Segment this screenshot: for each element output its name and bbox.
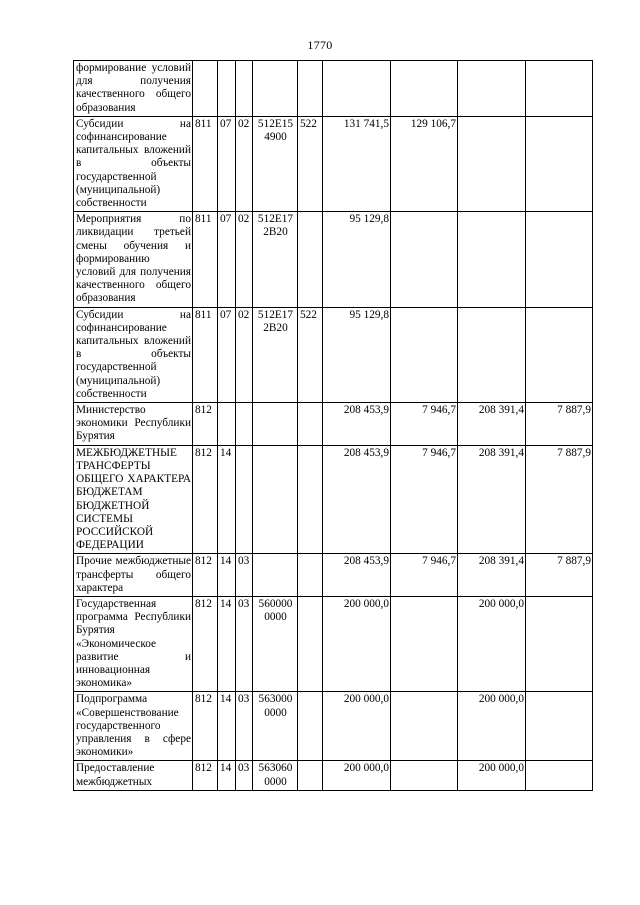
target-article-part: 2B20 — [263, 226, 288, 239]
table-row — [74, 761, 593, 790]
amount-4-cell — [526, 692, 593, 761]
section-code-cell: 14 — [218, 445, 236, 554]
amount-4-cell — [526, 212, 593, 307]
amount-3-cell: 208 391,4 — [458, 403, 526, 446]
ministry-code-cell: 811 — [193, 116, 218, 211]
target-article-cell — [253, 61, 298, 117]
target-article-part: 4900 — [264, 131, 287, 144]
target-article-cell — [253, 692, 298, 761]
target-article-part: 0000 — [264, 706, 287, 719]
amount-3-cell — [458, 116, 526, 211]
ministry-code-cell: 812 — [193, 692, 218, 761]
table-row — [74, 445, 593, 554]
amount-2-cell: 7 946,7 — [391, 554, 458, 597]
amount-4-cell: 7 887,9 — [526, 554, 593, 597]
target-article-part: 512E17 — [257, 308, 294, 321]
expense-type-cell — [298, 61, 323, 117]
row-name-cell: МЕЖБЮДЖЕТНЫЕ ТРАНСФЕРТЫ ОБЩЕГО ХАРАКТЕРА БЮДЖЕТАМ БЮДЖЕТНОЙ СИСТЕМЫ РОССИЙСКОЙ ФЕДЕРАЦИИ — [74, 445, 193, 554]
amount-2-cell — [391, 596, 458, 691]
table-row — [74, 116, 593, 211]
amount-2-cell — [391, 307, 458, 402]
row-name-cell: Подпрограмма «Совершенствование государственного управления в сфере экономики» — [74, 692, 193, 761]
budget-table-body — [74, 61, 593, 791]
subsection-code-cell: 03 — [236, 761, 253, 790]
row-name-cell: Прочие межбюджетные трансферты общего характера — [74, 554, 193, 597]
expense-type-cell — [298, 554, 323, 597]
amount-2-cell — [391, 692, 458, 761]
amount-1-cell: 208 453,9 — [323, 403, 391, 446]
table-row — [74, 692, 593, 761]
table-row — [74, 61, 593, 117]
expense-type-cell — [298, 761, 323, 790]
amount-4-cell — [526, 761, 593, 790]
row-name-cell: Государственная программа Республики Бурятия «Экономическое развитие и инновационная экономика» — [74, 596, 193, 691]
expense-type-cell: 522 — [298, 116, 323, 211]
amount-3-cell — [458, 212, 526, 307]
amount-1-cell: 95 129,8 — [323, 212, 391, 307]
section-code-cell: 14 — [218, 761, 236, 790]
section-code-cell: 14 — [218, 596, 236, 691]
amount-3-cell: 200 000,0 — [458, 596, 526, 691]
table-row — [74, 307, 593, 402]
target-article-part: 560000 — [258, 597, 293, 610]
table-row — [74, 403, 593, 446]
expense-type-cell: 522 — [298, 307, 323, 402]
row-name-cell: Субсидии на софинансирование капитальных вложений в объекты государственной (муниципальной) собственности — [74, 307, 193, 402]
target-article-cell — [253, 307, 298, 402]
expense-type-cell — [298, 692, 323, 761]
amount-2-cell — [391, 61, 458, 117]
subsection-code-cell: 02 — [236, 212, 253, 307]
subsection-code-cell: 03 — [236, 596, 253, 691]
section-code-cell — [218, 403, 236, 446]
target-article-cell — [253, 554, 298, 597]
row-name-cell: формирование условий для получения качественного общего образования — [74, 61, 193, 117]
ministry-code-cell: 812 — [193, 403, 218, 446]
section-code-cell — [218, 61, 236, 117]
row-name-cell: Мероприятия по ликвидации третьей смены обучения и формированию условий для получения качественного общего образования — [74, 212, 193, 307]
amount-1-cell: 208 453,9 — [323, 445, 391, 554]
target-article-part: 563000 — [258, 693, 293, 706]
section-code-cell: 07 — [218, 212, 236, 307]
amount-4-cell: 7 887,9 — [526, 403, 593, 446]
ministry-code-cell: 811 — [193, 307, 218, 402]
subsection-code-cell: 03 — [236, 554, 253, 597]
target-article-part: 0000 — [264, 775, 287, 788]
target-article-cell — [253, 445, 298, 554]
subsection-code-cell: 02 — [236, 307, 253, 402]
ministry-code-cell: 811 — [193, 212, 218, 307]
page-number: 1770 — [307, 38, 333, 52]
table-row — [74, 212, 593, 307]
target-article-cell — [253, 761, 298, 790]
amount-2-cell: 129 106,7 — [391, 116, 458, 211]
target-article-part: 512E17 — [257, 213, 294, 226]
ministry-code-cell: 812 — [193, 445, 218, 554]
expense-type-cell — [298, 445, 323, 554]
subsection-code-cell — [236, 445, 253, 554]
amount-1-cell: 95 129,8 — [323, 307, 391, 402]
target-article-part: 512E15 — [257, 117, 294, 130]
amount-1-cell — [323, 61, 391, 117]
ministry-code-cell — [193, 61, 218, 117]
amount-2-cell — [391, 761, 458, 790]
target-article-cell — [253, 116, 298, 211]
amount-4-cell — [526, 116, 593, 211]
subsection-code-cell: 03 — [236, 692, 253, 761]
target-article-cell — [253, 596, 298, 691]
expense-type-cell — [298, 403, 323, 446]
row-name-cell: Субсидии на софинансирование капитальных вложений в объекты государственной (муниципальной) собственности — [74, 116, 193, 211]
amount-2-cell: 7 946,7 — [391, 403, 458, 446]
target-article-part: 563060 — [258, 762, 293, 775]
ministry-code-cell: 812 — [193, 596, 218, 691]
section-code-cell: 07 — [218, 116, 236, 211]
amount-4-cell: 7 887,9 — [526, 445, 593, 554]
ministry-code-cell: 812 — [193, 761, 218, 790]
amount-4-cell — [526, 61, 593, 117]
amount-1-cell: 200 000,0 — [323, 596, 391, 691]
section-code-cell: 07 — [218, 307, 236, 402]
amount-3-cell: 208 391,4 — [458, 445, 526, 554]
target-article-cell — [253, 212, 298, 307]
section-code-cell: 14 — [218, 554, 236, 597]
table-row — [74, 596, 593, 691]
subsection-code-cell — [236, 61, 253, 117]
amount-3-cell: 208 391,4 — [458, 554, 526, 597]
amount-1-cell: 208 453,9 — [323, 554, 391, 597]
target-article-part: 2B20 — [263, 321, 288, 334]
amount-2-cell: 7 946,7 — [391, 445, 458, 554]
section-code-cell: 14 — [218, 692, 236, 761]
table-row — [74, 554, 593, 597]
amount-3-cell: 200 000,0 — [458, 761, 526, 790]
amount-3-cell: 200 000,0 — [458, 692, 526, 761]
amount-3-cell — [458, 61, 526, 117]
expense-type-cell — [298, 212, 323, 307]
subsection-code-cell — [236, 403, 253, 446]
target-article-part: 0000 — [264, 611, 287, 624]
amount-1-cell: 131 741,5 — [323, 116, 391, 211]
amount-3-cell — [458, 307, 526, 402]
amount-4-cell — [526, 307, 593, 402]
budget-table — [73, 60, 593, 791]
amount-1-cell: 200 000,0 — [323, 692, 391, 761]
expense-type-cell — [298, 596, 323, 691]
ministry-code-cell: 812 — [193, 554, 218, 597]
amount-4-cell — [526, 596, 593, 691]
amount-1-cell: 200 000,0 — [323, 761, 391, 790]
target-article-cell — [253, 403, 298, 446]
amount-2-cell — [391, 212, 458, 307]
row-name-cell: Предоставление межбюджетных — [74, 761, 193, 790]
row-name-cell: Министерство экономики Республики Бурятия — [74, 403, 193, 446]
subsection-code-cell: 02 — [236, 116, 253, 211]
